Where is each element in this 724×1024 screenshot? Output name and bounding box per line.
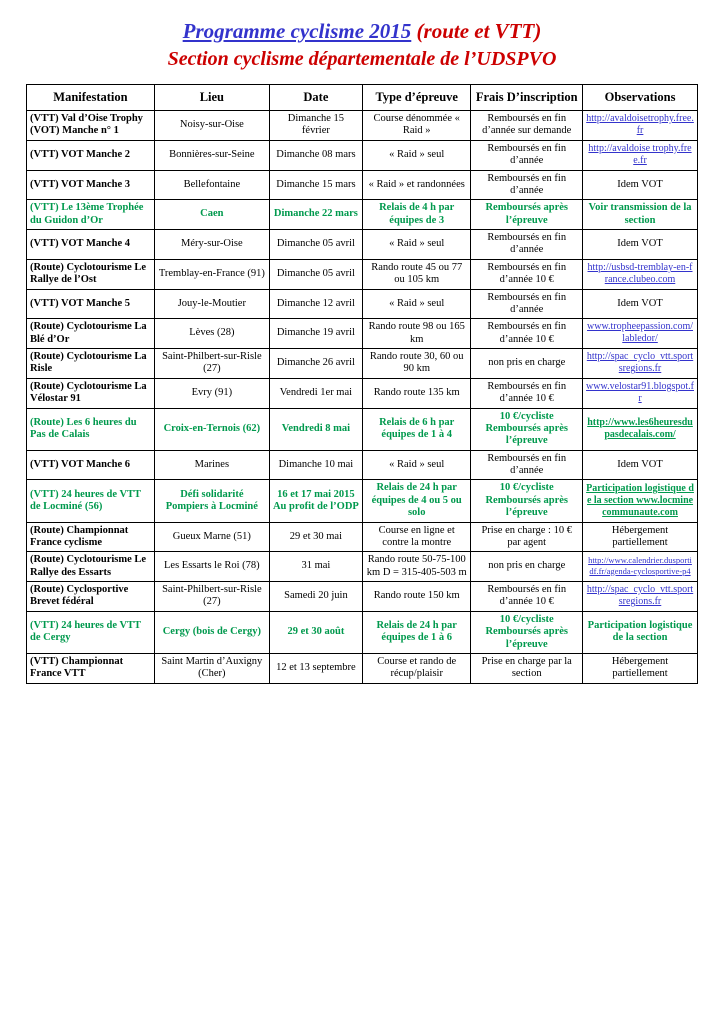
cell-date: Dimanche 15 mars [269,170,362,200]
cell-frais-inscription: Remboursés en fin d’année 10 € [471,259,583,289]
cell-manifestation: (Route) Les 6 heures du Pas de Calais [27,408,155,450]
table-row [27,552,698,582]
cell-lieu: Croix-en-Ternois (62) [154,408,269,450]
cell-observations: Idem VOT [583,230,698,260]
cell-observations[interactable] [583,111,698,141]
cell-type-epreuve: Course en ligne et contre la montre [363,522,471,552]
cell-observations: Hébergement partiellement [583,522,698,552]
table-row [27,378,698,408]
cell-type-epreuve: Course dénommée « Raid » [363,111,471,141]
cell-date: 29 et 30 mai [269,522,362,552]
cell-date: 31 mai [269,552,362,582]
cell-date: Dimanche 15 février [269,111,362,141]
observations-link[interactable]: http://avaldoise trophy.free.fr [588,142,692,166]
page-title-main: Programme cyclisme 2015 [182,19,412,43]
cell-date: Dimanche 19 avril [269,319,362,349]
table-header-row [27,85,698,111]
observations-link[interactable]: http://www.calendrier.dusportidf.fr/agenda-cyclosportive-p4 [588,555,692,576]
column-header-lieu: Lieu [154,85,269,111]
cell-frais-inscription: Remboursés en fin d’année 10 € [471,319,583,349]
cell-frais-inscription: Remboursés en fin d’année sur demande [471,111,583,141]
cell-observations[interactable] [583,480,698,522]
cell-frais-inscription: Remboursés en fin d’année [471,450,583,480]
cell-manifestation: (VTT) 24 heures de VTT de Cergy [27,611,155,653]
cell-lieu: Lèves (28) [154,319,269,349]
cell-manifestation: (VTT) Championnat France VTT [27,653,155,683]
cell-manifestation: (Route) Cyclotourisme La Blé d’Or [27,319,155,349]
cell-lieu: Tremblay-en-France (91) [154,259,269,289]
cell-lieu: Les Essarts le Roi (78) [154,552,269,582]
cell-observations[interactable] [583,319,698,349]
cell-observations: Idem VOT [583,170,698,200]
cell-observations: Idem VOT [583,289,698,319]
cell-frais-inscription: 10 €/cycliste Remboursés après l’épreuve [471,611,583,653]
table-row [27,408,698,450]
cell-manifestation: (VTT) VOT Manche 4 [27,230,155,260]
column-header-frais: Frais D’inscription [471,85,583,111]
document-title-block [26,18,698,72]
cell-observations[interactable] [583,259,698,289]
column-header-manifestation: Manifestation [27,85,155,111]
cell-type-epreuve: Rando route 135 km [363,378,471,408]
cell-observations[interactable] [583,140,698,170]
column-header-type: Type d’épreuve [363,85,471,111]
page-title [26,18,698,44]
cell-manifestation: (Route) Cyclosportive Brevet fédéral [27,582,155,612]
cell-lieu: Evry (91) [154,378,269,408]
observations-link[interactable]: http://www.les6heuresdupasdecalais.com/ [587,416,693,440]
page-title-suffix: (route et VTT) [416,19,542,43]
cell-frais-inscription: 10 €/cycliste Remboursés après l’épreuve [471,408,583,450]
cell-manifestation: (VTT) Val d’Oise Trophy (VOT) Manche n° 1 [27,111,155,141]
cell-observations[interactable] [583,408,698,450]
table-row [27,450,698,480]
cell-date: 29 et 30 août [269,611,362,653]
cell-type-epreuve: Rando route 98 ou 165 km [363,319,471,349]
cell-lieu: Bellefontaine [154,170,269,200]
cell-manifestation: (VTT) VOT Manche 2 [27,140,155,170]
cell-manifestation: (VTT) Le 13ème Trophée du Guidon d’Or [27,200,155,230]
cell-frais-inscription: Prise en charge par la section [471,653,583,683]
table-row [27,522,698,552]
cell-observations[interactable] [583,582,698,612]
cell-lieu: Bonnières-sur-Seine [154,140,269,170]
table-row [27,611,698,653]
table-row [27,582,698,612]
cell-manifestation: (VTT) VOT Manche 3 [27,170,155,200]
cell-type-epreuve: Rando route 50-75-100 km D = 315-405-503 m [363,552,471,582]
observations-link[interactable]: http://usbsd-tremblay-en-france.clubeo.com [587,261,693,285]
table-row [27,140,698,170]
programme-table [26,84,698,683]
cell-date: Dimanche 10 mai [269,450,362,480]
cell-date: 16 et 17 mai 2015 Au profit de l’ODP [269,480,362,522]
table-row [27,170,698,200]
cell-frais-inscription: Prise en charge : 10 € par agent [471,522,583,552]
cell-type-epreuve: Course et rando de récup/plaisir [363,653,471,683]
observations-link[interactable]: http://spac_cyclo_vtt.sportsregions.fr [586,351,694,375]
observations-link[interactable]: http://avaldoisetrophy.free.fr [586,113,694,137]
cell-type-epreuve: Rando route 150 km [363,582,471,612]
cell-observations: Participation logistique de la section [583,611,698,653]
table-row [27,480,698,522]
column-header-date: Date [269,85,362,111]
cell-type-epreuve: « Raid » seul [363,230,471,260]
cell-type-epreuve: Relais de 6 h par équipes de 1 à 4 [363,408,471,450]
cell-frais-inscription: Remboursés en fin d’année [471,230,583,260]
cell-type-epreuve: Rando route 45 ou 77 ou 105 km [363,259,471,289]
cell-frais-inscription: Remboursés en fin d’année [471,289,583,319]
table-body [27,111,698,684]
cell-manifestation: (Route) Cyclotourisme La Risle [27,349,155,379]
cell-lieu: Caen [154,200,269,230]
cell-frais-inscription: Remboursés en fin d’année [471,170,583,200]
cell-type-epreuve: « Raid » et randonnées [363,170,471,200]
cell-frais-inscription: Remboursés en fin d’année 10 € [471,378,583,408]
cell-type-epreuve: Relais de 24 h par équipes de 4 ou 5 ou solo [363,480,471,522]
cell-manifestation: (VTT) 24 heures de VTT de Locminé (56) [27,480,155,522]
cell-manifestation: (Route) Cyclotourisme Le Rallye des Essarts [27,552,155,582]
cell-type-epreuve: Relais de 4 h par équipes de 3 [363,200,471,230]
cell-date: Vendredi 1er mai [269,378,362,408]
observations-link[interactable]: www.tropheepassion.com/labledor/ [587,321,694,345]
cell-lieu: Méry-sur-Oise [154,230,269,260]
cell-date: Dimanche 22 mars [269,200,362,230]
cell-lieu: Saint-Philbert-sur-Risle (27) [154,349,269,379]
cell-type-epreuve: « Raid » seul [363,289,471,319]
cell-frais-inscription: 10 €/cycliste Remboursés après l’épreuve [471,480,583,522]
cell-frais-inscription: Remboursés après l’épreuve [471,200,583,230]
cell-date: Dimanche 12 avril [269,289,362,319]
table-row [27,259,698,289]
cell-frais-inscription: Remboursés en fin d’année [471,140,583,170]
table-row [27,111,698,141]
cell-date: Vendredi 8 mai [269,408,362,450]
cell-date: Dimanche 08 mars [269,140,362,170]
observations-link[interactable]: www.velostar91.blogspot.fr [586,380,694,404]
cell-manifestation: (VTT) VOT Manche 5 [27,289,155,319]
column-header-observations: Observations [583,85,698,111]
cell-observations[interactable] [583,378,698,408]
cell-observations: Idem VOT [583,450,698,480]
cell-date: Dimanche 26 avril [269,349,362,379]
cell-date: Dimanche 05 avril [269,259,362,289]
cell-type-epreuve: « Raid » seul [363,140,471,170]
cell-manifestation: (Route) Cyclotourisme Le Rallye de l’Ost [27,259,155,289]
observations-link[interactable]: http://spac_cyclo_vtt.sportsregions.fr [586,584,694,608]
cell-manifestation: (VTT) VOT Manche 6 [27,450,155,480]
table-row [27,289,698,319]
cell-type-epreuve: « Raid » seul [363,450,471,480]
cell-type-epreuve: Rando route 30, 60 ou 90 km [363,349,471,379]
cell-lieu: Gueux Marne (51) [154,522,269,552]
cell-frais-inscription: non pris en charge [471,552,583,582]
cell-manifestation: (Route) Cyclotourisme La Vélostar 91 [27,378,155,408]
cell-observations[interactable] [583,349,698,379]
cell-lieu: Saint Martin d’Auxigny (Cher) [154,653,269,683]
table-row [27,200,698,230]
cell-observations: Voir transmission de la section [583,200,698,230]
cell-lieu: Saint-Philbert-sur-Risle (27) [154,582,269,612]
cell-date: Dimanche 05 avril [269,230,362,260]
cell-observations[interactable] [583,552,698,582]
cell-date: 12 et 13 septembre [269,653,362,683]
observations-link[interactable]: Participation logistique de la section www.locminecommunaute.com [586,482,694,518]
table-row [27,319,698,349]
cell-lieu: Marines [154,450,269,480]
cell-frais-inscription: Remboursés en fin d’année 10 € [471,582,583,612]
page-subtitle: Section cyclisme départementale de l’UDSPVO [167,48,557,71]
cell-date: Samedi 20 juin [269,582,362,612]
table-row [27,349,698,379]
cell-manifestation: (Route) Championnat France cyclisme [27,522,155,552]
cell-lieu: Défi solidarité Pompiers à Locminé [154,480,269,522]
cell-frais-inscription: non pris en charge [471,349,583,379]
cell-lieu: Jouy-le-Moutier [154,289,269,319]
cell-observations: Hébergement partiellement [583,653,698,683]
cell-type-epreuve: Relais de 24 h par équipes de 1 à 6 [363,611,471,653]
table-row [27,230,698,260]
cell-lieu: Noisy-sur-Oise [154,111,269,141]
cell-lieu: Cergy (bois de Cergy) [154,611,269,653]
table-row [27,653,698,683]
